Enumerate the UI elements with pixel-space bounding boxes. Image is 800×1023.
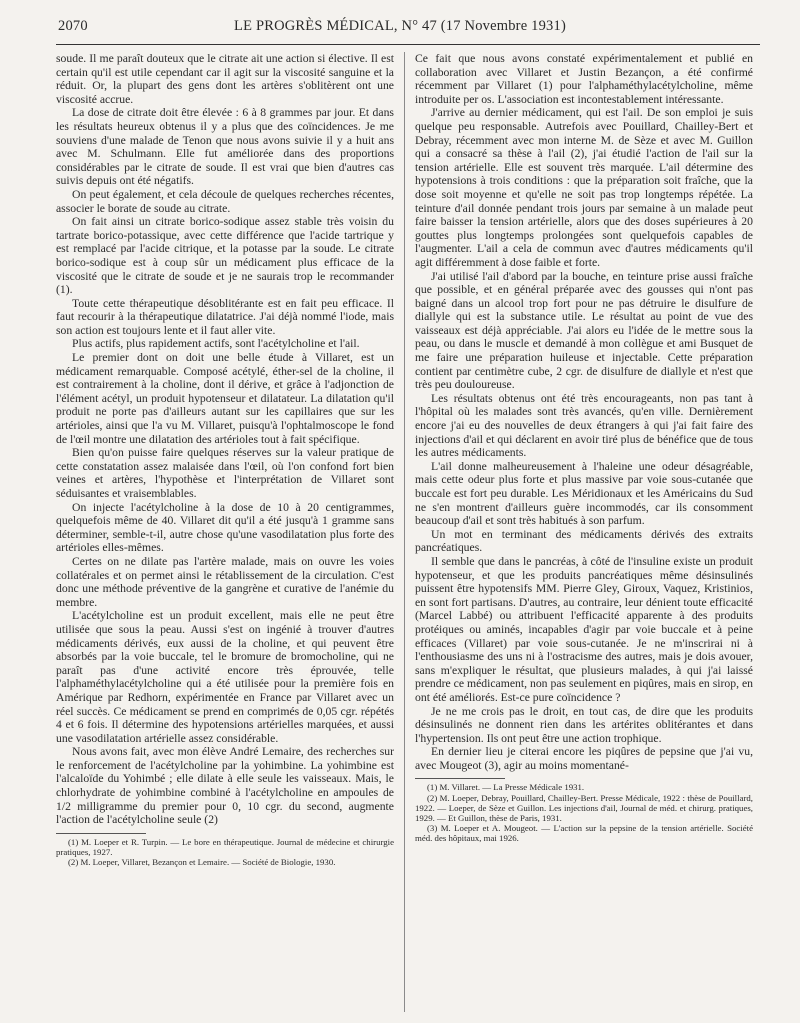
paragraph: J'ai utilisé l'ail d'abord par la bouche, en teinture prise aussi fraîche que possible, et en général préparée avec des gousses qui n'ont pas baigné dans un alcool trop fort pour ne pas détruire le disulfure de diallyle qui est la substance utile. Le résultat au point de vue des vaisseaux est déjà appréciable. J'ai alors eu l'idée de le mettre sous la peau, ou dans le muscle et demandé à mon collègue et ami Busquet de me faire une préparation huileuse et injectable. Cette préparation contient par centimètre cube, 2 cgr. de disulfure de diallyle et n'est que très peu douloureuse. [415,269,753,392]
footnote: (3) M. Loeper et A. Mougeot. — L'action sur la pepsine de la tension artérielle. Société méd. des hôpitaux, mai 1926. [415,823,753,844]
left-column [56,52,394,1014]
footnote-rule [415,778,505,779]
paragraph: On injecte l'acétylcholine à la dose de 10 à 20 centigrammes, quelquefois même de 40. Villaret dit qu'il a été jusqu'à 1 gramme sans déterminer, semble-t-il, autre chose qu'une vasodilatation plus forte des artérioles elles-mêmes. [56,500,394,555]
paragraph: Ce fait que nous avons constaté expérimentalement et publié en collaboration avec Villaret et Justin Bezançon, a été confirmé récemment par Villaret (1) pour l'alphaméthylacétylcholine, même introduite per os. L'association est incontestablement intéressante. [415,52,753,106]
paragraph: Les résultats obtenus ont été très encourageants, non pas tant à l'hôpital où les malades sont très avancés, qu'en ville. Dernièrement encore j'ai eu des nouvelles de deux étrangers à qui j'ai fait faire des injections d'ail et qui déclarent en avoir tiré plus de bénéfice que de tous les autres médicaments. [415,391,753,460]
paragraph: Certes on ne dilate pas l'artère malade, mais on ouvre les voies collatérales et on permet ainsi le rétablissement de la circulation. C'est donc une méthode préventive de la gangrène et curative de l'anémie du membre. [56,554,394,609]
right-column [415,52,753,1014]
header-rule [56,44,760,45]
page-header [56,14,744,38]
paragraph: soude. Il me paraît douteux que le citrate ait une action si élective. Il est certain qu'il est utile cependant car il agit sur la viscosité sanguine et la réduit. Or, la plupart des gens dont les artères s'oblitèrent ont une viscosité accrue. [56,52,394,106]
paragraph: Toute cette thérapeutique désoblitérante est en fait peu efficace. Il faut recourir à la thérapeutique dilatatrice. J'ai déjà nommé l'iode, mais son action est toujours lente et il faut aller vite. [56,296,394,337]
paragraph: Plus actifs, plus rapidement actifs, sont l'acétylcholine et l'ail. [72,337,360,351]
paragraph: Un mot en terminant des médicaments dérivés des extraits pancréatiques. [415,527,753,555]
footnote: (2) M. Loeper, Villaret, Bezançon et Lemaire. — Société de Biologie, 1930. [68,857,336,868]
journal-title: LE PROGRÈS MÉDICAL, N° 47 (17 Novembre 1931) [234,18,566,34]
paragraph: L'acétylcholine est un produit excellent, mais elle ne peut être utilisée que sous la peau. Aussi s'est on ingénié à trouver d'autres médicaments dérivés, eux aussi de la choline, et qui peuvent être absorbés par la voie buccale, tel le bromure de bromocholine, qui ne paraît pas d'une activité encore très éprouvée, telle l'alphaméthylacétylcholine qui a été utilisée pour la première fois en Amérique par Redhorn, expérimentée en France par Villaret avec un réel succès. Ce médicament se prend en comprimés de 0,05 cgr. répétés 4 et 6 fois. Il détermine des hypotensions artérielles marquées, et aussi une vasodilatation artérielle assez considérable. [56,609,394,745]
paragraph: Il semble que dans le pancréas, à côté de l'insuline existe un produit hypotenseur, et que les produits pancréatiques même désinsulinés puissent être hypotensifs MM. Pierre Gley, Giroux, Vaquez, Kristinios, en sont fort partisans. D'autres, au contraire, leur dénient toute efficacité (Marcel Labbé) ou attribuent l'efficacité apparente à des produits protéiques ou aminés, incapables d'agir par voie buccale et à peine efficaces (Villaret) par voie sous-cutanée. Je ne m'inscrirai ni à l'enthousiasme des uns ni à l'ostracisme des autres, mais je dois avouer, sans m'expliquer le résultat, que plusieurs malades, à qui j'ai laissé prendre ce médicament, non pas seulement en piqûres, mais en sirop, en ont été améliorés. Est-ce pure coïncidence ? [415,554,753,704]
footnote-rule [56,833,146,834]
paragraph: La dose de citrate doit être élevée : 6 à 8 grammes par jour. Et dans les résultats heureux obtenus il y a plus que des coïncidences. Je me souviens d'une malade de Tenon que nous avons suivie il y a huit ans avec M. Schulmann. Elle fut améliorée dans des proportions considérables par le citrate de soude. Il est vrai que bien d'autres cas suivis depuis ont été négatifs. [56,106,394,188]
paragraph: En dernier lieu je citerai encore les piqûres de pepsine que j'ai vu, avec Mougeot (3), agir au moins momentané- [415,745,753,772]
paragraph: On peut également, et cela découle de quelques recherches récentes, associer le borate de soude au citrate. [56,187,394,215]
footnote: (2) M. Loeper, Debray, Pouillard, Chailley-Bert. Presse Médicale, 1922 : thèse de Pouillard, 1922. — Loeper, de Sèze et Guillon. Les injections d'ail, Journal de méd. et chirurg. pratiques, 1929. — Et Guillon, thèse de Paris, 1931. [415,792,753,824]
paragraph: J'arrive au dernier médicament, qui est l'ail. De son emploi je suis quelque peu responsable. Autrefois avec Pouillard, Chailley-Bert et Debray, récemment avec mon interne M. de Sèze et avec M. Guillon qui a consacré sa thèse à l'ail (2), j'ai étudié l'action de l'ail sur la tension artérielle. Elle est souvent très marquée. L'ail détermine des hypotensions à trois conditions : que la préparation soit fraîche, que la dose soit moyenne et qu'elle ne soit pas trop longtemps répétée. La teinture d'ail donnée pendant trois jours par semaine à un malade peut faire baisser la tension artérielle, alors que des doses supérieures à 20 gouttes plus longtemps prolongées sont quelquefois capables de l'augmenter. L'ail a cela de commun avec d'autres médicaments qu'il agit différemment à dose faible et forte. [415,106,753,269]
footnote: (1) M. Loeper et R. Turpin. — Le bore en thérapeutique. Journal de médecine et chirurgie pratiques, 1927. [56,836,394,858]
paragraph: Je ne me crois pas le droit, en tout cas, de dire que les produits désinsulinés ne donnent rien dans les artérites oblitérantes et dans l'hypertension. Ils ont peut être une action trophique. [415,704,753,745]
footnote: (1) M. Villaret. — La Presse Médicale 1931. [427,782,585,793]
page-number: 2070 [58,18,88,34]
paragraph: Le premier dont on doit une belle étude à Villaret, est un médicament remarquable. Composé acétylé, éther-sel de la choline, il est contrairement à la choline, dont il dérive, et grâce à l'adjonction de l'élément acétyl, un produit hypotenseur et dilatateur. La dilatation qu'il produit ne porte pas d'ailleurs autant sur les capillaires que sur les artérioles, ainsi que l'a vu M. Villaret, puisqu'à l'ophtalmoscope le fond de l'œil montre une dilatation des artérioles tout à fait spécifique. [56,351,394,446]
paragraph: Bien qu'on puisse faire quelques réserves sur la valeur pratique de cette constatation assez malaisée dans l'œil, où l'on confond fort bien veines et artères, l'hypothèse et l'interprétation de Villaret sont séduisantes et vraisemblables. [56,446,394,500]
paragraph: On fait ainsi un citrate borico-sodique assez stable très voisin du tartrate borico-potassique, avec cette différence que l'acide tartrique y est remplacé par l'acide citrique, et la potasse par la soude. Le citrate borico-sodique est à coup sûr un médicament plus efficace de la viscosité que le citrate de soude et je ne saurais trop le recommander (1). [56,215,394,297]
paragraph: Nous avons fait, avec mon élève André Lemaire, des recherches sur le renforcement de l'acétylcholine par la yohimbine. La yohimbine est l'alcaloïde du Yohimbé ; elle dilate à elle seule les vaisseaux. Mais, le chlorhydrate de yohimbine combiné à l'acétylcholine en ampoules de 1/2 milligramme du premier pour 0, 10 cgr. du second, augmente l'action de l'acétylcholine seule (2) [56,745,394,827]
paragraph: L'ail donne malheureusement à l'haleine une odeur désagréable, mais cette odeur plus forte et plus massive par voie sous-cutanée que buccale est fort peu durable. Les Méridionaux et les Américains du Sud ne s'en montrent d'ailleurs guère incommodés, car ils consomment beaucoup d'ail et sont très habitués à son parfum. [415,459,753,528]
column-divider [404,52,405,1012]
